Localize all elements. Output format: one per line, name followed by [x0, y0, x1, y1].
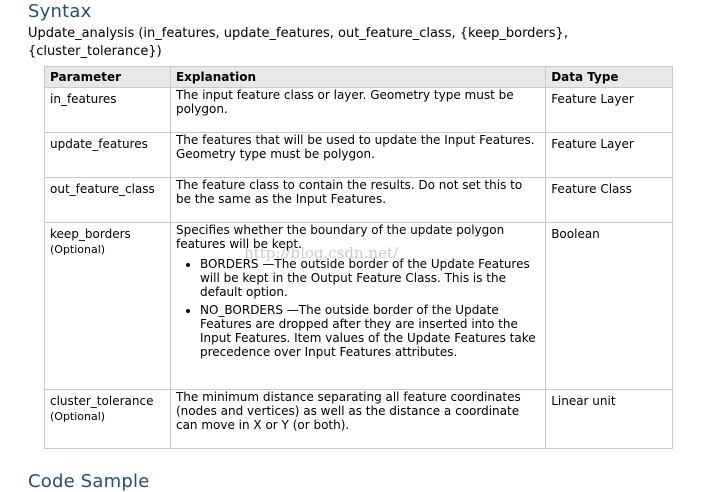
- explanation-text: The feature class to contain the results. Do not set this to be the same as the Input Features.: [175, 178, 523, 206]
- data-type-text: Feature Layer: [551, 137, 634, 151]
- explanation-text: The minimum distance separating all feature coordinates (nodes and vertices) as well as the distance a coordinate can move in X or Y (or both).: [175, 390, 521, 432]
- watermark: http://blog.csdn.net/: [244, 244, 399, 262]
- table-row: [45, 178, 673, 223]
- param-cell: [45, 178, 171, 223]
- code-sample-heading: Code Sample: [28, 471, 150, 492]
- header-data-type: Data Type: [546, 67, 673, 88]
- explanation-cell: [170, 178, 545, 223]
- data-type-cell: [546, 133, 673, 178]
- table-row: [45, 88, 673, 133]
- syntax-heading: Syntax: [28, 1, 92, 22]
- list-item: • NO_BORDERS —The outside border of the Update Features are dropped after they are inserted into the Input Features. Item values of the Update Features take precedence over Input Features attributes.: [200, 303, 540, 359]
- explanation-text: The features that will be used to update the Input Features. Geometry type must be polygon.: [175, 133, 535, 161]
- data-type-cell: [546, 178, 673, 223]
- option-list: [176, 257, 540, 359]
- explanation-cell: [170, 223, 545, 390]
- param-name: cluster_tolerance: [50, 394, 154, 408]
- table-row: [45, 133, 673, 178]
- data-type-text: Feature Class: [551, 182, 632, 196]
- list-item: • BORDERS —The outside border of the Update Features will be kept in the Output Feature Class. This is the default option.: [200, 257, 540, 299]
- param-cell: [45, 133, 171, 178]
- explanation-text: Specifies whether the boundary of the update polygon features will be kept.: [175, 223, 505, 251]
- explanation-cell: [170, 88, 545, 133]
- table-row: [45, 390, 673, 449]
- param-name: keep_borders: [50, 227, 131, 241]
- param-cell: [45, 390, 171, 449]
- function-signature: Update_analysis (in_features, update_features, out_feature_class, {keep_borders}, {cluster_tolerance}): [28, 26, 568, 59]
- param-cell: [45, 88, 171, 133]
- data-type-cell: [546, 88, 673, 133]
- param-name: out_feature_class: [50, 182, 155, 196]
- param-name: update_features: [50, 137, 148, 151]
- param-name: in_features: [50, 92, 117, 106]
- header-explanation: Explanation: [170, 67, 545, 88]
- param-cell: [45, 223, 171, 390]
- data-type-text: Feature Layer: [551, 92, 634, 106]
- data-type-cell: [546, 223, 673, 390]
- explanation-text: The input feature class or layer. Geometry type must be polygon.: [175, 88, 514, 116]
- data-type-text: Boolean: [551, 227, 600, 241]
- optional-label: (Optional): [50, 410, 106, 423]
- header-parameter: Parameter: [45, 67, 171, 88]
- explanation-cell: [170, 133, 545, 178]
- table-row: [45, 223, 673, 390]
- explanation-cell: [170, 390, 545, 449]
- table-header-row: [45, 67, 673, 88]
- data-type-text: Linear unit: [551, 394, 616, 408]
- optional-label: (Optional): [50, 243, 106, 256]
- parameter-table: [44, 66, 673, 449]
- data-type-cell: [546, 390, 673, 449]
